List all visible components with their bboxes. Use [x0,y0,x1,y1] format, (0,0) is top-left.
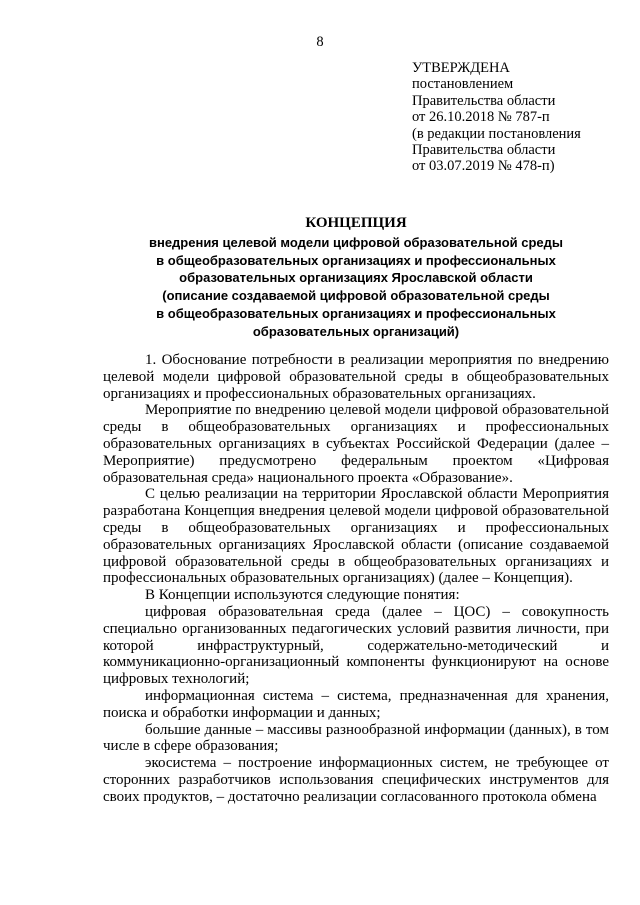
body-paragraph: информационная система – система, предназначенная для хранения, поиска и обработки информации и данных; [103,687,609,721]
body-paragraph: 1. Обоснование потребности в реализации мероприятия по внедрению целевой модели цифровой образовательной среды в общеобразовательных организациях и профессиональных образовательных организациях. [103,352,609,402]
body-paragraph: В Концепции используются следующие понятия: [145,587,460,604]
approval-line: УТВЕРЖДЕНА [412,60,510,76]
body-paragraph: экосистема – построение информационных систем, не требующее от сторонних разработчиков использования специфических инструментов для своих продуктов, – достаточно реализации согласованного протокола обмена [103,755,609,805]
approval-line: от 26.10.2018 № 787-п [412,109,550,126]
approval-line: Правительства области [412,142,556,159]
body-paragraph: С целью реализации на территории Ярославской области Мероприятия разработана Концепция внедрения целевой модели цифровой образовательной среды в общеобразовательных организациях и профессиональных образовательных организациях Ярославской области (описание создаваемой цифровой образовательной среды в общеобразовательных организациях и профессиональных образовательных организациях) (далее – Концепция). [103,486,609,587]
approval-stamp [412,60,632,175]
approval-line: постановлением [412,76,514,93]
approval-line: Правительства области [412,92,556,109]
body-paragraph: Мероприятие по внедрению целевой модели цифровой образовательной среды в общеобразовательных организациях и профессиональных образовательных организациях в субъектах Российской Федерации (далее – Мероприятие) предусмотрено федеральным проектом «Цифровая образовательная среда» национального проекта «Образование». [103,402,609,486]
subtitle-line: в общеобразовательных организациях и профессиональных [156,305,556,321]
subtitle-line: в общеобразовательных организациях и профессиональных [156,252,556,268]
body-paragraph: большие данные – массивы разнообразной информации (данных), в том числе в сфере образования; [103,721,609,755]
document-title: КОНЦЕПЦИЯ [305,215,407,231]
body-paragraph: цифровая образовательная среда (далее – ЦОС) – совокупность специально организованных педагогических условий развития личности, при которой инфраструктурный, содержательно-методический и коммуникационно-организационный компоненты функционируют на основе цифровых технологий; [103,603,609,688]
document-heading [100,215,612,340]
subtitle-line: (описание создаваемой цифровой образовательной среды [162,288,550,304]
approval-line: от 03.07.2019 № 478-п) [412,158,555,175]
page-number: 8 [316,34,324,50]
subtitle-line: внедрения целевой модели цифровой образовательной среды [148,235,564,250]
document-subtitle [100,234,612,340]
document-body [103,352,609,806]
subtitle-line: образовательных организаций) [252,323,460,339]
approval-line: (в редакции постановления [412,125,581,142]
subtitle-line: образовательных организациях Ярославской области [179,270,533,286]
